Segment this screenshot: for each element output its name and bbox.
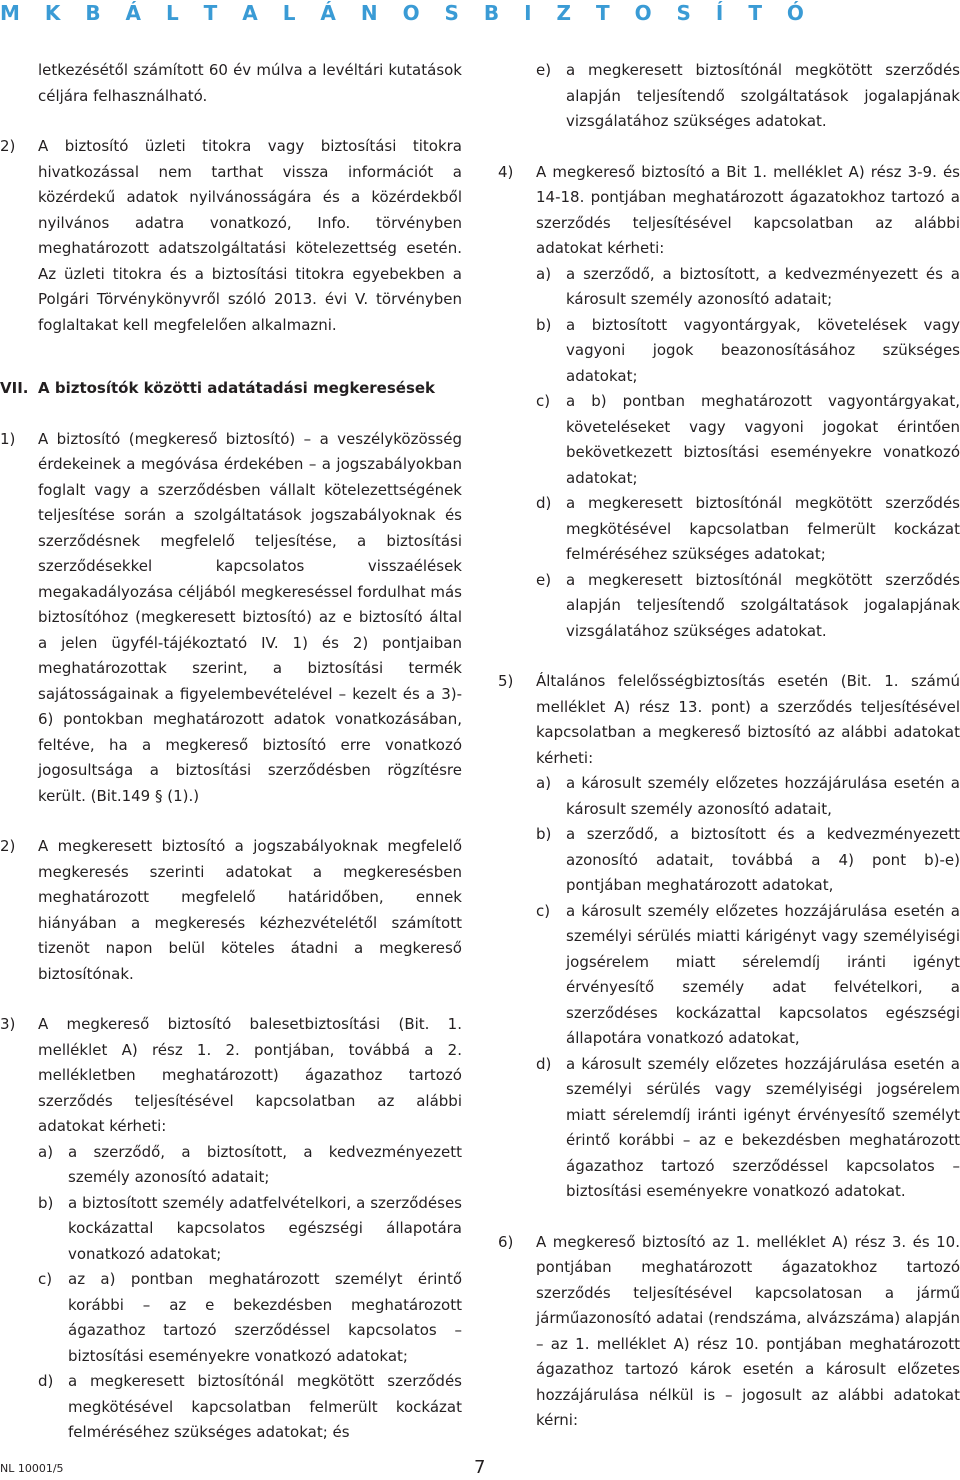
- document-header: M K B Á L T A L Á N O S B I Z T O S Í T Ó: [0, 1, 813, 25]
- section-item-2: [0, 834, 462, 987]
- paragraph-2: [0, 134, 462, 338]
- subitem: [38, 1191, 462, 1268]
- section-item-5: [498, 669, 960, 771]
- subitem: [536, 491, 960, 568]
- subitem-letter: e): [536, 61, 552, 79]
- subitem: [536, 58, 960, 135]
- subitem-letter: c): [536, 392, 551, 410]
- paragraph-number: 2): [0, 137, 16, 155]
- subitem-letter: a): [38, 1142, 54, 1161]
- subitem: [536, 822, 960, 899]
- section-title: A biztosítók közötti adatátadási megkeresések: [38, 379, 436, 397]
- item-number: 3): [0, 1015, 16, 1033]
- subitem-list: [498, 262, 960, 645]
- subitem: [536, 568, 960, 645]
- right-column: [498, 58, 960, 1434]
- subitem-letter: c): [536, 901, 551, 920]
- left-column: [0, 58, 462, 1446]
- item-text: A megkereső biztosító balesetbiztosítási (Bit. 1. melléklet A) rész 1. 2. pontjában, továbbá a 2. mellékletben meghatározott) ágazathoz tartozó szerződés teljesítésével kapcsolatban az alábbi adatokat kérheti:: [38, 1015, 462, 1135]
- subitem-text: a b) pontban meghatározott vagyontárgyakat, követeléseket vagy vagyoni jogokat érintően bekövetkezett biztosítási eseményekre vonatkozó adatokat;: [566, 392, 960, 487]
- subitem-text: a károsult személy előzetes hozzájárulása esetén a károsult személy azonosító adatait,: [566, 774, 960, 818]
- subitem: [38, 1140, 462, 1191]
- item-text: A megkereső biztosító a Bit 1. melléklet A) rész 3-9. és 14-18. pontjában meghatározott ágazatokhoz tartozó a szerződés teljesítésével kapcsolatban az alábbi adatokat kérheti:: [536, 162, 960, 257]
- section-item-4: [498, 160, 960, 262]
- subitem-list: [0, 1140, 462, 1446]
- subitem-text: a megkeresett biztosítónál megkötött szerződés megkötésével kapcsolatban felmerült kockázat felméréséhez szükséges adatokat; és: [68, 1372, 462, 1441]
- section-item-1: [0, 427, 462, 810]
- section-item-3: [0, 1012, 462, 1140]
- item-number: 5): [498, 672, 514, 690]
- subitem-letter: b): [536, 825, 552, 843]
- subitem-letter: b): [38, 1193, 54, 1212]
- subitem-text: a szerződő, a biztosított, a kedvezményezett személy azonosító adatait;: [68, 1142, 462, 1186]
- subitem: [38, 1369, 462, 1446]
- subitem-text: a szerződő, a biztosított, a kedvezményezett és a károsult személy azonosító adatait;: [566, 264, 960, 308]
- item-text: A megkereső biztosító az 1. melléklet A) rész 3. és 10. pontjában meghatározott ágazatokhoz tartozó szerződés teljesítésével kapcsolatosan a jármű járműazonosító adatai (rendszáma, alvázszáma) alapján – az 1. melléklet A) rész 10. pontjában meghatározott ágazathoz tartozó károk esetén a károsult előzetes hozzájárulása nélkül is – jogosult az alábbi adatokat kérni:: [536, 1232, 960, 1429]
- subitem-text: a biztosított személy adatfelvételkori, a szerződéses kockázattal kapcsolatos egészségi állapotára vonatkozó adatokat;: [68, 1193, 462, 1263]
- section-heading: [0, 376, 462, 402]
- page-number: 7: [474, 1457, 486, 1478]
- subitem-text: a megkeresett biztosítónál megkötött szerződés alapján teljesítendő szolgáltatások jogalapjának vizsgálatához szükséges adatokat.: [566, 570, 960, 640]
- item-number: 4): [498, 162, 514, 181]
- subitem: [536, 389, 960, 491]
- subitem-letter: b): [536, 315, 552, 334]
- subitem: [536, 771, 960, 822]
- subitem-text: a megkeresett biztosítónál megkötött szerződés megkötésével kapcsolatban felmerült kockázat felméréséhez szükséges adatokat;: [566, 494, 960, 563]
- intro-paragraph: letkezésétől számított 60 év múlva a levéltári kutatások céljára felhasználható.: [38, 61, 462, 105]
- subitem-text: az a) pontban meghatározott személyt érintő korábbi – az e bekezdésben meghatározott ágazathoz tartozó szerződéssel kapcsolatos – biztosítási eseményekre vonatkozó adatokat;: [68, 1270, 462, 1365]
- item-number: 1): [0, 429, 16, 448]
- item-text: Általános felelősségbiztosítás esetén (Bit. 1. számú melléklet A) rész 13. pont) a szerződés teljesítésével kapcsolatban a megkereső biztosító az alábbi adatokat kérheti:: [536, 672, 960, 767]
- subitem-letter: a): [536, 774, 552, 792]
- subitem-letter: a): [536, 264, 552, 283]
- section-item-6: [498, 1230, 960, 1434]
- subitem-text: a biztosított vagyontárgyak, követelések vagy vagyoni jogok beazonosításához szükséges adatokat;: [566, 315, 960, 385]
- subitem-letter: d): [536, 1054, 552, 1073]
- subitem: [38, 1267, 462, 1369]
- section-number: VII.: [0, 379, 29, 397]
- subitem: [536, 1052, 960, 1205]
- document-code: NL 10001/5: [0, 1462, 64, 1475]
- item-text: A biztosító (megkereső biztosító) – a veszélyközösség érdekeinek a megóvása érdekében – a jogszabályokban foglalt vagy a szerződésben vállalt kötelezettségének teljesítése során a szolgáltatások jogszabályoknak és szerződésnek megfelelő teljesítése, a biztosítási szerződésekkel kapcsolatos visszaélések megakadályozása céljából megkereséssel fordulhat más biztosítóhoz (megkeresett biztosító) az e biztosító által a jelen ügyfél-tájékoztató IV. 1) és 2) pontjaiban meghatározottak szerint, a biztosítási termék sajátosságainak a figyelembevételével – kezelt és a 3)- 6) pontokban meghatározott adatok vonatkozásában, feltéve, ha a megkereső biztosító erre vonatkozó jogosultsága a biztosítási szerződésben rögzítésre került. (Bit.149 § (1).): [38, 429, 462, 805]
- paragraph-text: A biztosító üzleti titokra vagy biztosítási titokra hivatkozással nem tarthat vissza információt a közérdekű adatok nyilvánosságára és a közérdekből nyilvános adatra vonatkozó, Info. törvényben meghatározott adatszolgáltatási kötelezettség esetén. Az üzleti titokra és a biztosítási titokra egyebekben a Polgári Törvénykönyvről szóló 2013. évi V. törvényben foglaltakat kell megfelelően alkalmazni.: [38, 137, 462, 334]
- subitem-letter: d): [536, 494, 552, 512]
- subitem-text: a szerződő, a biztosított és a kedvezményezett azonosító adatait, továbbá a 4) pont b)-e) pontjában meghatározott adatokat,: [566, 825, 960, 894]
- item-number: 6): [498, 1232, 514, 1251]
- subitem-letter: e): [536, 570, 552, 589]
- subitem-letter: c): [38, 1270, 53, 1288]
- subitem-letter: d): [38, 1372, 54, 1390]
- subitem-text: a megkeresett biztosítónál megkötött szerződés alapján teljesítendő szolgáltatások jogalapjának vizsgálatához szükséges adatokat.: [566, 61, 960, 130]
- item-text: A megkeresett biztosító a jogszabályoknak megfelelő megkeresés szerinti adatokat a megkeresésben meghatározott megfelelő határidőben, ennek hiányában a megkeresés kézhezvételétől számított tizenöt napon belül köteles átadni a megkereső biztosítónak.: [38, 837, 462, 983]
- subitem: [536, 313, 960, 390]
- item-number: 2): [0, 837, 16, 855]
- subitem-list: [498, 771, 960, 1205]
- subitem: [536, 262, 960, 313]
- subitem-text: a károsult személy előzetes hozzájárulása esetén a személyi sérülés miatti kárigényt vagy személyiségi jogsérelem miatt sérelemdíj iránti igényt érvényesítő személy adat felvételkori, a szerződéses kockázattal kapcsolatos egészségi állapotára vonatkozó adatokat,: [566, 901, 960, 1047]
- subitem: [536, 899, 960, 1052]
- subitem-text: a károsult személy előzetes hozzájárulása esetén a személyi sérülés vagy személyiségi jogsérelem miatt sérelemdíj iránti igényt érvényesítő személyt érintő korábbi – az e bekezdésben meghatározott ágazathoz tartozó szerződéssel kapcsolatos – biztosítási eseményekre vonatkozó adatokat.: [566, 1054, 960, 1200]
- subitem-list: [498, 58, 960, 135]
